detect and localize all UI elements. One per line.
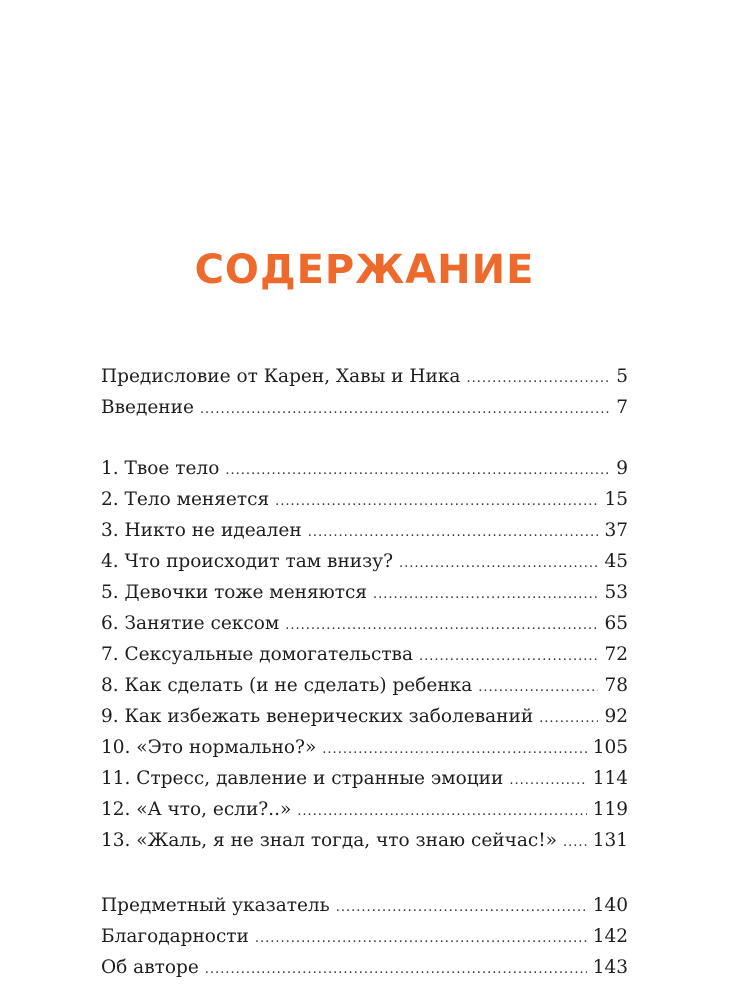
dot-leader (308, 517, 599, 548)
dot-leader (336, 892, 587, 923)
toc-entry-page: 78 (604, 675, 628, 696)
toc-entry-acknowledgements[interactable] (101, 921, 628, 952)
page-title: СОДЕРЖАНИЕ (194, 246, 535, 293)
toc-entry-preface[interactable] (101, 361, 628, 392)
toc-entry-page: 119 (592, 799, 628, 820)
dot-leader (285, 610, 598, 641)
toc-entry-title: 3. Никто не идеален (101, 520, 302, 541)
toc-entry-title: Благодарности (101, 926, 249, 947)
dot-leader (419, 641, 598, 672)
toc-entry-title: Введение (101, 397, 194, 418)
toc-entry-index[interactable] (101, 890, 628, 921)
toc-entry-title: 5. Девочки тоже меняются (101, 582, 368, 603)
toc-entry-chapter-4[interactable] (101, 546, 628, 577)
toc-entry-chapter-2[interactable] (101, 484, 628, 515)
dot-leader (200, 394, 610, 425)
toc-entry-title: 10. «Это нормально?» (101, 737, 317, 758)
dot-leader (225, 455, 610, 486)
dot-leader (539, 703, 598, 734)
dot-leader (509, 765, 586, 796)
toc-entry-title: 4. Что происходит там внизу? (101, 551, 393, 572)
dot-leader (205, 954, 587, 985)
toc-entry-title: Предисловие от Карен, Хавы и Ника (101, 366, 461, 387)
toc-entry-chapter-8[interactable] (101, 670, 628, 701)
toc-entry-chapter-6[interactable] (101, 608, 628, 639)
toc-entry-page: 131 (592, 830, 628, 851)
toc-entry-title: 12. «А что, если?..» (101, 799, 292, 820)
toc-entry-title: 7. Сексуальные домогательства (101, 644, 414, 665)
toc-entry-page: 7 (616, 397, 628, 418)
toc-entry-page: 5 (616, 366, 628, 387)
toc-entry-page: 142 (592, 926, 628, 947)
dot-leader (373, 579, 598, 610)
toc-entry-page: 9 (616, 458, 628, 479)
toc-entry-chapter-1[interactable] (101, 453, 628, 484)
dot-leader (399, 548, 598, 579)
dot-leader (322, 734, 586, 765)
toc-entry-page: 45 (604, 551, 628, 572)
toc-entry-page: 114 (592, 768, 628, 789)
toc-entry-page: 65 (604, 613, 628, 634)
toc-front-matter (101, 361, 628, 423)
toc-entry-chapter-9[interactable] (101, 701, 628, 732)
toc-entry-introduction[interactable] (101, 392, 628, 423)
toc-entry-title: 6. Занятие сексом (101, 613, 280, 634)
dot-leader (275, 486, 598, 517)
toc-entry-page: 105 (592, 737, 628, 758)
toc-entry-page: 143 (592, 957, 628, 978)
toc-entry-page: 37 (604, 520, 628, 541)
toc-entry-title: 2. Тело меняется (101, 489, 270, 510)
dot-leader (563, 827, 587, 858)
toc-entry-page: 15 (604, 489, 628, 510)
toc-entry-chapter-10[interactable] (101, 732, 628, 763)
toc-entry-chapter-11[interactable] (101, 763, 628, 794)
toc-back-matter (101, 890, 628, 983)
toc-entry-title: Предметный указатель (101, 895, 330, 916)
toc-entry-page: 72 (604, 644, 628, 665)
toc-entry-chapter-3[interactable] (101, 515, 628, 546)
toc-entry-title: 8. Как сделать (и не сделать) ребенка (101, 675, 473, 696)
toc-entry-title: 13. «Жаль, я не знал тогда, что знаю сейчас!» (101, 830, 557, 851)
toc-entry-title: Об авторе (101, 957, 199, 978)
toc-entry-title: 11. Стресс, давление и странные эмоции (101, 768, 504, 789)
toc-chapters (101, 453, 628, 856)
dot-leader (478, 672, 598, 703)
dot-leader (466, 363, 610, 394)
toc-entry-title: 9. Как избежать венерических заболеваний (101, 706, 534, 727)
toc-entry-page: 53 (604, 582, 628, 603)
toc-entry-chapter-13[interactable] (101, 825, 628, 856)
toc-entry-chapter-7[interactable] (101, 639, 628, 670)
dot-leader (297, 796, 586, 827)
toc-entry-chapter-12[interactable] (101, 794, 628, 825)
toc-entry-page: 140 (592, 895, 628, 916)
toc-entry-page: 92 (604, 706, 628, 727)
toc-entry-about-author[interactable] (101, 952, 628, 983)
dot-leader (255, 923, 587, 954)
toc-entry-title: 1. Твое тело (101, 458, 220, 479)
toc-entry-chapter-5[interactable] (101, 577, 628, 608)
